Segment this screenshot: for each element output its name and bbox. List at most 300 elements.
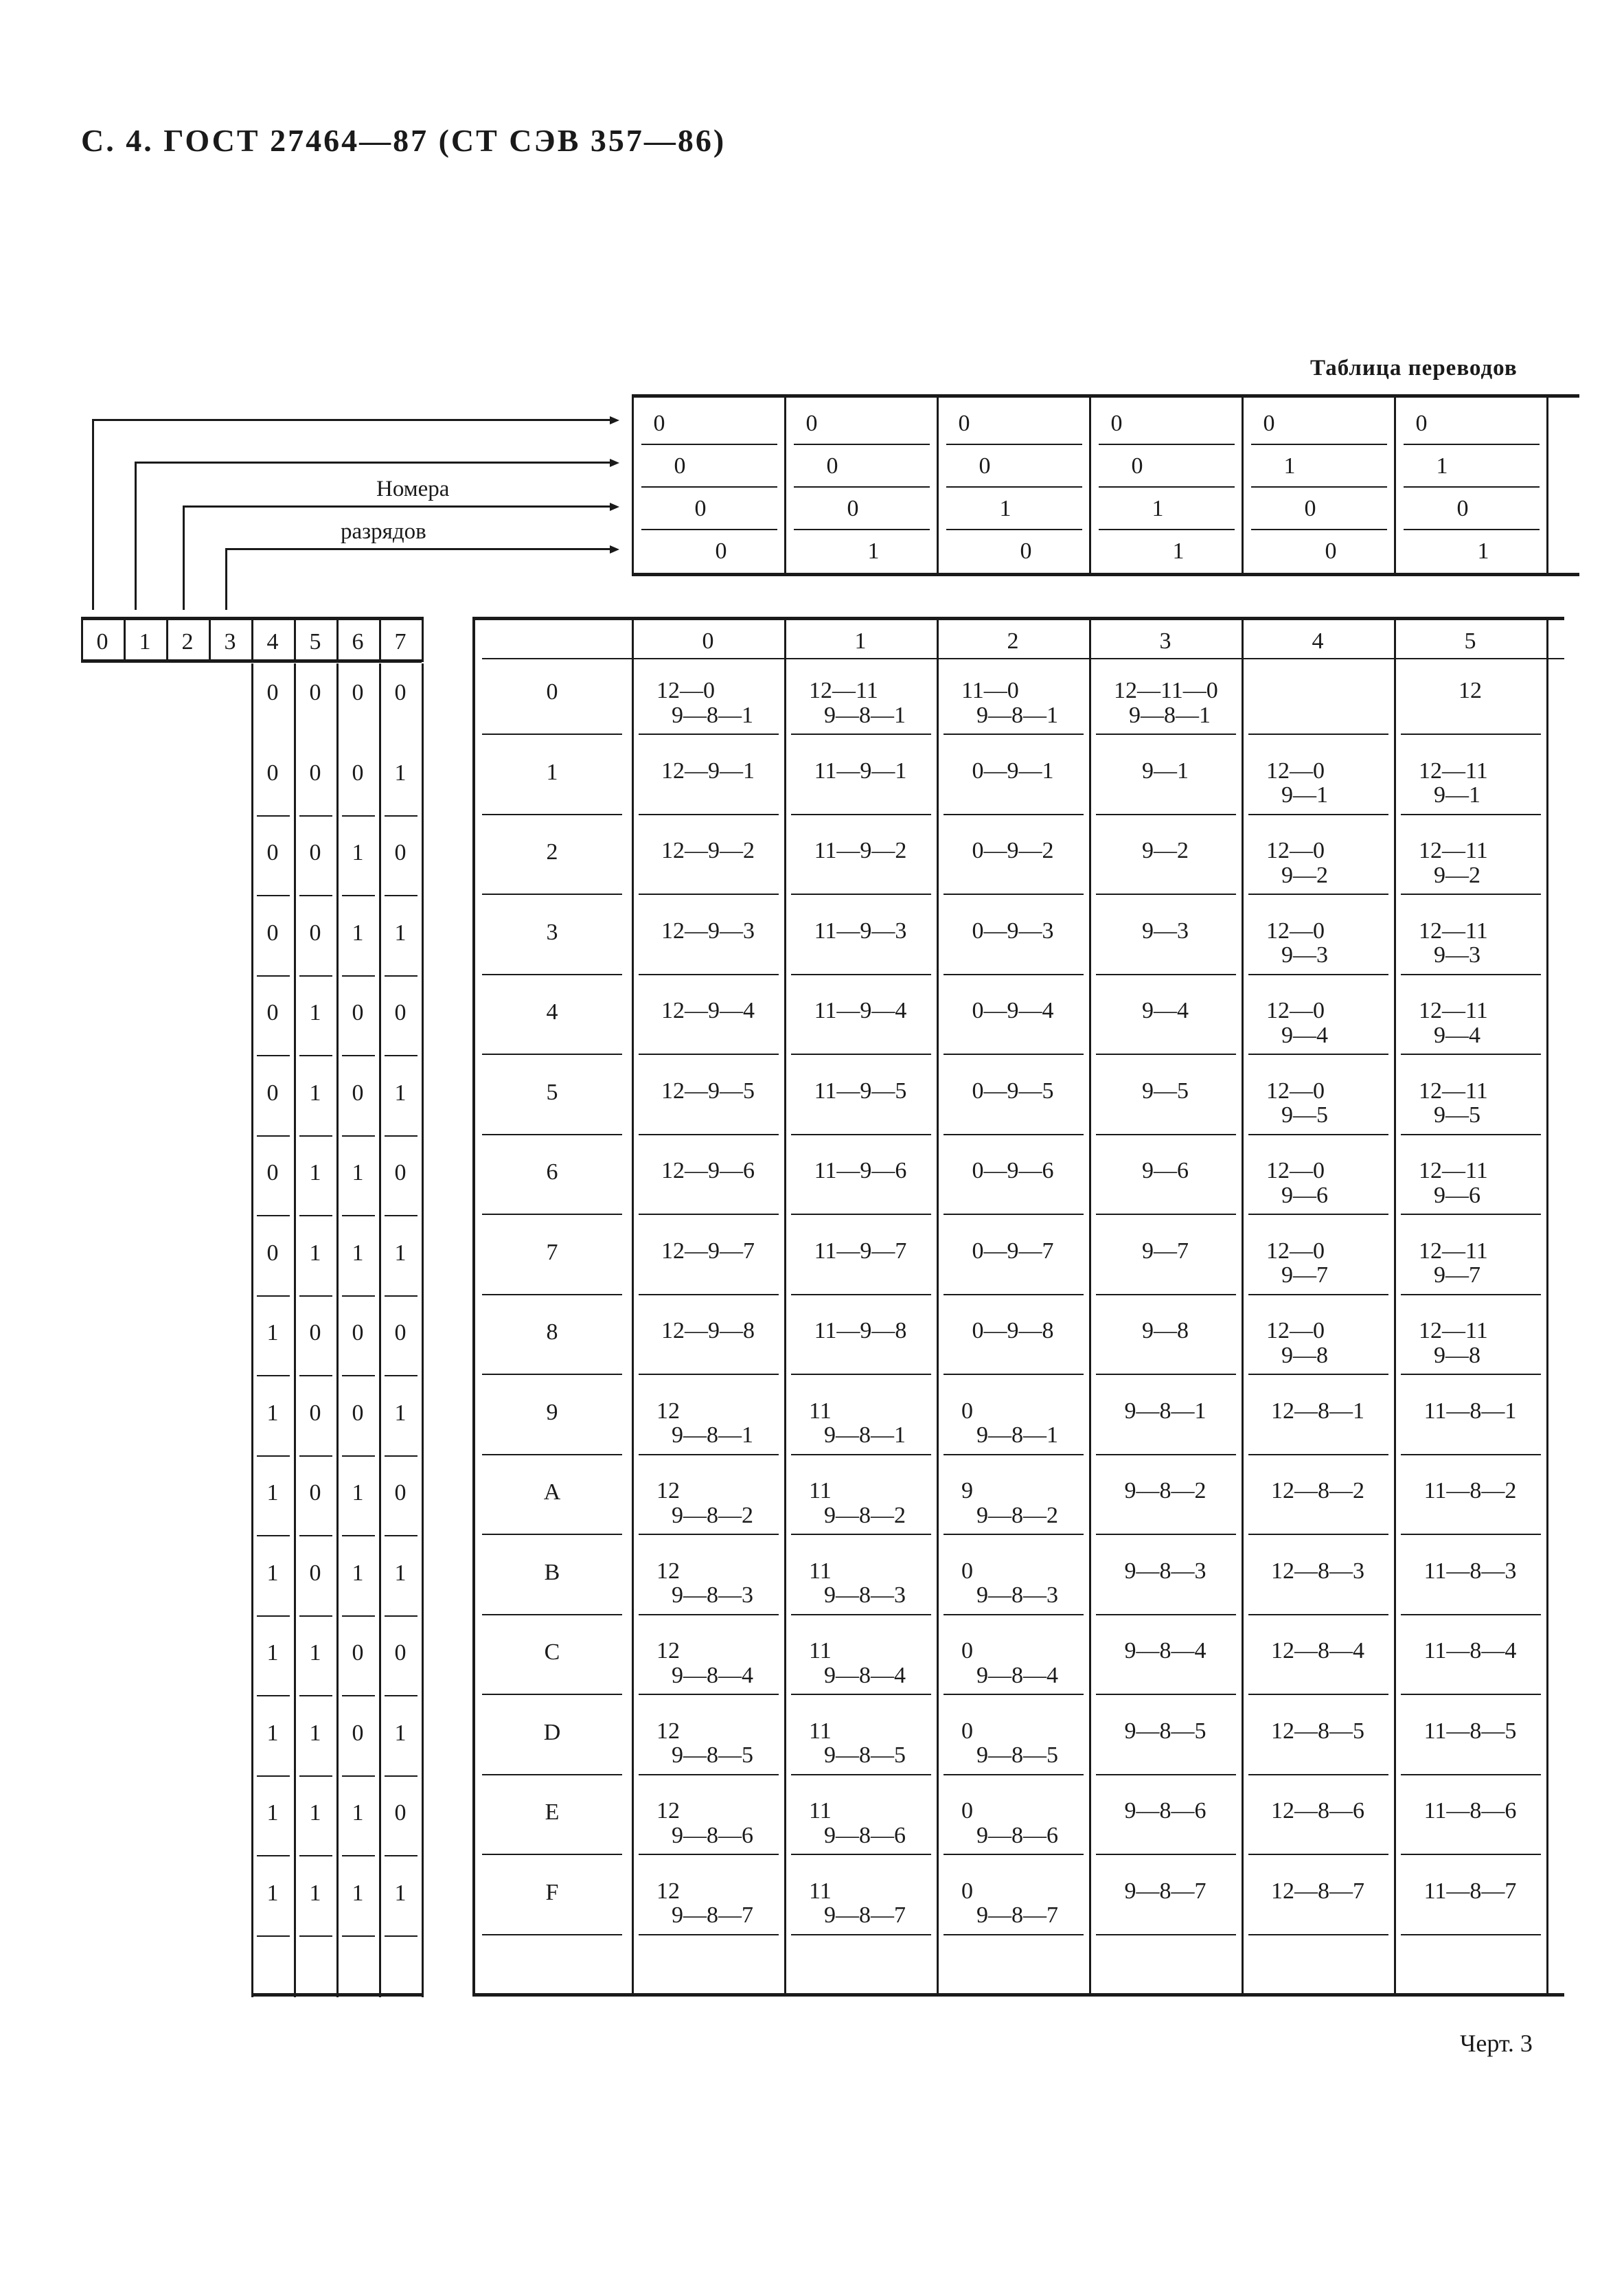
punch-code-line2: 9—8—3: [976, 1582, 1058, 1609]
low-bits-grid: [81, 617, 422, 1997]
punch-code-cell: [632, 1159, 784, 1183]
punch-code-line1: 9—8—2: [1124, 1478, 1206, 1503]
punch-code-cell: [1242, 1399, 1394, 1424]
low-bit-value: 1: [394, 920, 407, 946]
punch-code-cell: [1089, 1479, 1242, 1503]
punch-code-line1: 12—8—6: [1271, 1798, 1364, 1823]
low-bit-value: 0: [352, 1400, 364, 1426]
punch-code-cell: [1242, 1719, 1394, 1744]
bit-number-header: 0: [96, 629, 108, 655]
low-bit-value: 0: [309, 1480, 321, 1505]
punch-code-line2: 9—8—6: [672, 1822, 753, 1848]
punch-code-line1: 12—11: [1419, 998, 1488, 1023]
punch-code-line1: 11: [809, 1638, 832, 1663]
low-bit-value: 1: [394, 760, 407, 786]
punch-code-line1: 11—9—5: [814, 1078, 907, 1104]
main-row-rule: [482, 1614, 622, 1615]
punch-code-cell: [1394, 1399, 1546, 1424]
punch-code-line1: 11—9—6: [814, 1158, 907, 1183]
main-row-rule: [639, 1774, 779, 1775]
punch-code-cell: [1419, 1319, 1488, 1367]
main-row-rule: [791, 1134, 931, 1135]
punch-code-cell: [784, 999, 937, 1023]
main-row-rule: [791, 1934, 931, 1935]
punch-code-line1: 0—9—6: [972, 1158, 1054, 1183]
punch-code-cell: [809, 1719, 906, 1768]
left-body-row-rule: [342, 975, 375, 977]
punch-code-line1: 0: [961, 1878, 973, 1904]
punch-code-line1: 11—8—4: [1423, 1638, 1517, 1663]
arrow-right-icon: [610, 503, 619, 511]
main-bottom-rule: [472, 1993, 1564, 1997]
row-header: 4: [546, 999, 558, 1025]
main-row-rule: [1096, 1294, 1236, 1295]
main-row-rule: [1401, 1614, 1541, 1615]
main-row-rule: [791, 1054, 931, 1055]
bit-number-bracket: [0, 0, 1, 1]
main-col-rule: [1242, 617, 1244, 1997]
punch-code-cell: [1089, 1319, 1242, 1343]
low-bit-value: 1: [309, 1000, 321, 1025]
low-bit-value: 0: [266, 1160, 279, 1185]
main-col-rule: [937, 617, 939, 1997]
punch-code-cell: [809, 1559, 906, 1608]
high-bit-value: 1: [867, 538, 880, 564]
left-body-row-rule: [342, 1535, 375, 1536]
punch-code-line1: 0: [961, 1398, 973, 1424]
punch-code-cell: [784, 839, 937, 863]
punch-code-line1: 0—9—8: [972, 1318, 1054, 1343]
row-header: F: [545, 1879, 559, 1905]
punch-code-line1: 12—11—0: [1114, 678, 1218, 703]
bit-number-header: 7: [394, 629, 407, 655]
left-body-row-rule: [257, 895, 290, 896]
punch-code-cell: [1242, 1639, 1394, 1663]
punch-code-cell: [1266, 1159, 1328, 1207]
punch-code-line1: 12—8—7: [1271, 1878, 1364, 1904]
punch-code-cell: [809, 1639, 906, 1687]
main-row-rule: [639, 974, 779, 975]
left-body-row-rule: [299, 1295, 332, 1297]
punch-code-line1: 12—0: [656, 678, 715, 703]
punch-code-line2: 9—5: [1281, 1102, 1328, 1128]
punch-code-line2: 9—8—1: [976, 702, 1058, 728]
punch-code-line1: 12: [656, 1798, 680, 1823]
main-col-rule: [784, 617, 786, 1997]
punch-code-line1: 11—8—6: [1423, 1798, 1517, 1823]
punch-code-line1: 12—9—7: [661, 1238, 755, 1264]
punch-code-line2: 9—3: [1434, 942, 1480, 968]
main-row-rule: [1096, 1854, 1236, 1855]
punch-code-line1: 0—9—7: [972, 1238, 1054, 1264]
main-row-rule: [943, 1694, 1084, 1695]
punch-code-cell: [1394, 1799, 1546, 1823]
punch-code-line1: 9—1: [1142, 758, 1189, 784]
main-row-rule: [1248, 1374, 1388, 1375]
row-header: A: [543, 1479, 561, 1505]
low-bit-value: 0: [266, 1240, 279, 1266]
low-bit-value: 0: [394, 1000, 407, 1025]
low-bit-value: 1: [394, 1080, 407, 1106]
high-bit-value: 0: [653, 411, 665, 436]
left-header-col-rule: [422, 617, 424, 662]
low-bit-value: 0: [352, 680, 364, 705]
main-row-rule: [482, 1694, 622, 1695]
left-body-row-rule: [257, 1935, 290, 1937]
main-row-rule: [1248, 1694, 1388, 1695]
top-grid-col-rule: [1089, 394, 1091, 576]
low-bit-value: 1: [309, 1080, 321, 1106]
punch-code-line1: 0—9—3: [972, 918, 1054, 944]
punch-code-line2: 9—8—4: [672, 1662, 753, 1688]
low-bit-value: 0: [352, 1640, 364, 1666]
main-row-rule: [943, 734, 1084, 735]
high-bit-value: 1: [1152, 496, 1164, 521]
main-row-rule: [1096, 1214, 1236, 1215]
high-bit-value: 0: [674, 453, 686, 479]
bit-number-header: 2: [181, 629, 194, 655]
punch-code-cell: [1419, 759, 1488, 808]
punch-code-line1: 12—0: [1266, 1318, 1325, 1343]
bit-number-header: 1: [139, 629, 151, 655]
main-row-rule: [791, 1374, 931, 1375]
punch-code-cell: [1089, 919, 1242, 944]
top-grid-row-rule: [794, 444, 930, 445]
punch-code-cell: [1419, 1079, 1488, 1128]
main-row-rule: [1096, 1054, 1236, 1055]
main-row-rule: [1096, 974, 1236, 975]
main-row-rule: [639, 1934, 779, 1935]
top-grid-row-rule: [1099, 486, 1235, 488]
top-grid-row-rule: [641, 529, 777, 530]
punch-code-cell: [656, 1799, 753, 1848]
punch-code-line1: 12—9—5: [661, 1078, 755, 1104]
punch-code-line1: 11—9—4: [814, 998, 907, 1023]
bit-number-header: 6: [352, 629, 364, 655]
punch-code-line1: 0—9—2: [972, 838, 1054, 863]
punch-code-cell: [961, 679, 1058, 727]
translation-table: [472, 617, 1564, 1997]
high-bit-value: 0: [1325, 538, 1337, 564]
main-row-rule: [482, 1054, 622, 1055]
punch-code-cell: [937, 839, 1089, 863]
punch-code-cell: [1394, 1479, 1546, 1503]
bit-number-header: 4: [266, 629, 279, 655]
punch-code-cell: [1089, 999, 1242, 1023]
punch-code-line2: 9—8—7: [824, 1902, 906, 1929]
punch-code-cell: [809, 679, 906, 727]
left-body-row-rule: [342, 1375, 375, 1376]
main-row-rule: [482, 734, 622, 735]
top-grid-row-rule: [1404, 444, 1540, 445]
left-body-row-rule: [299, 1055, 332, 1056]
main-row-rule: [639, 1134, 779, 1135]
main-row-rule: [482, 1534, 622, 1535]
punch-code-cell: [656, 1639, 753, 1687]
row-header: D: [543, 1719, 561, 1745]
punch-code-cell: [1242, 1879, 1394, 1904]
punch-code-line1: 12: [1459, 678, 1482, 703]
main-row-rule: [482, 1374, 622, 1375]
main-row-rule: [639, 1374, 779, 1375]
punch-code-cell: [961, 1559, 1058, 1608]
main-row-rule: [791, 1614, 931, 1615]
punch-code-line1: 12—8—2: [1271, 1478, 1364, 1503]
main-row-rule: [1248, 734, 1388, 735]
main-row-rule: [1401, 1534, 1541, 1535]
left-body-row-rule: [385, 895, 418, 896]
punch-code-cell: [1266, 759, 1328, 808]
main-row-rule: [482, 814, 622, 815]
punch-code-cell: [1089, 1799, 1242, 1823]
bracket-horizontal: [135, 462, 610, 464]
punch-code-line1: 12—0: [1266, 1238, 1325, 1264]
main-row-rule: [482, 1134, 622, 1135]
low-bit-value: 1: [266, 1480, 279, 1505]
left-body-col-rule: [294, 663, 296, 1997]
main-row-rule: [1248, 974, 1388, 975]
punch-code-line1: 9—8: [1142, 1318, 1189, 1343]
punch-code-cell: [961, 1639, 1058, 1687]
punch-code-line1: 12—0: [1266, 838, 1325, 863]
punch-code-line1: 11—8—1: [1423, 1398, 1517, 1424]
punch-code-cell: [1266, 919, 1328, 968]
punch-code-line1: 0—9—1: [972, 758, 1054, 784]
left-body-row-rule: [299, 1615, 332, 1617]
punch-code-line1: 0—9—5: [972, 1078, 1054, 1104]
main-row-rule: [1401, 1694, 1541, 1695]
punch-code-cell: [784, 1159, 937, 1183]
high-bit-value: 1: [1283, 453, 1296, 479]
punch-code-line1: 11—0: [961, 678, 1019, 703]
punch-code-line2: 9—8: [1281, 1342, 1328, 1368]
low-bit-value: 1: [266, 1560, 279, 1586]
left-body-col-rule: [379, 663, 381, 1997]
left-body-row-rule: [385, 815, 418, 817]
low-bit-value: 1: [309, 1640, 321, 1666]
low-bit-value: 1: [352, 1560, 364, 1586]
left-body-row-rule: [385, 975, 418, 977]
main-row-rule: [943, 814, 1084, 815]
punch-code-line1: 0: [961, 1558, 973, 1584]
punch-code-line1: 9—8—7: [1124, 1878, 1206, 1904]
punch-code-line1: 9—2: [1142, 838, 1189, 863]
punch-code-cell: [937, 919, 1089, 944]
low-bit-value: 0: [266, 1080, 279, 1106]
punch-code-line1: 12—11: [1419, 1238, 1488, 1264]
punch-code-line2: 9—1: [1434, 782, 1480, 808]
main-row-rule: [1248, 1934, 1388, 1935]
punch-code-cell: [961, 1399, 1058, 1448]
punch-code-line2: 9—8—6: [824, 1822, 906, 1848]
punch-code-line1: 9—8—4: [1124, 1638, 1206, 1663]
punch-code-line1: 9—8—5: [1124, 1718, 1206, 1744]
main-row-rule: [943, 1614, 1084, 1615]
main-row-rule: [791, 1694, 931, 1695]
punch-code-cell: [1089, 1079, 1242, 1104]
punch-code-line2: 9—8—7: [976, 1902, 1058, 1929]
top-grid-col-rule: [784, 394, 786, 576]
main-row-rule: [1401, 1854, 1541, 1855]
main-row-rule: [1248, 1534, 1388, 1535]
left-body-row-rule: [385, 1295, 418, 1297]
left-body-row-rule: [385, 1215, 418, 1216]
punch-code-line1: 12—8—1: [1271, 1398, 1364, 1424]
low-bit-value: 1: [309, 1240, 321, 1266]
main-row-rule: [1248, 1214, 1388, 1215]
left-body-row-rule: [299, 1935, 332, 1937]
punch-code-cell: [1089, 1719, 1242, 1744]
main-row-rule: [1401, 1134, 1541, 1135]
main-row-rule: [791, 734, 931, 735]
top-grid-row-rule: [641, 486, 777, 488]
top-grid-row-rule: [946, 529, 1082, 530]
left-body-row-rule: [257, 1615, 290, 1617]
bits-label-line2: разрядов: [341, 519, 426, 544]
punch-code-line1: 12—8—5: [1271, 1718, 1364, 1744]
left-header-col-rule: [251, 617, 253, 662]
punch-code-cell: [784, 1319, 937, 1343]
top-grid-row-rule: [946, 486, 1082, 488]
left-body-row-rule: [385, 1455, 418, 1457]
high-bit-value: 0: [805, 411, 818, 436]
main-row-rule: [1401, 734, 1541, 735]
main-row-rule: [639, 1294, 779, 1295]
left-body-row-rule: [257, 1135, 290, 1137]
main-row-rule: [943, 1134, 1084, 1135]
bracket-horizontal: [225, 548, 610, 550]
main-row-rule: [482, 1854, 622, 1855]
main-row-rule: [1248, 814, 1388, 815]
punch-code-line1: 12: [656, 1478, 680, 1503]
main-row-rule: [1401, 1214, 1541, 1215]
punch-code-line2: 9—8—3: [672, 1582, 753, 1609]
punch-code-cell: [937, 999, 1089, 1023]
top-grid-col-rule: [1242, 394, 1244, 576]
punch-code-cell: [937, 1079, 1089, 1104]
main-top-rule: [472, 617, 1564, 620]
top-grid-bottom-rule: [632, 573, 1579, 576]
punch-code-line1: 12—0: [1266, 1158, 1325, 1183]
punch-code-line1: 11—8—7: [1423, 1878, 1517, 1904]
row-header: 0: [546, 679, 558, 705]
main-rowhead-rule: [632, 617, 634, 1997]
punch-code-cell: [656, 679, 753, 727]
left-body-row-rule: [385, 1535, 418, 1536]
main-row-rule: [639, 814, 779, 815]
row-header: 2: [546, 839, 558, 865]
punch-code-cell: [656, 1559, 753, 1608]
punch-code-line1: 11: [809, 1718, 832, 1744]
top-grid-row-rule: [1404, 486, 1540, 488]
bit-number-header: 5: [309, 629, 321, 655]
low-bit-value: 0: [352, 1320, 364, 1345]
punch-code-line1: 11: [809, 1798, 832, 1823]
main-row-rule: [1096, 1614, 1236, 1615]
high-bit-value: 0: [1263, 411, 1275, 436]
column-header: 5: [1464, 628, 1476, 654]
punch-code-cell: [1242, 1799, 1394, 1823]
punch-code-line2: 9—2: [1434, 862, 1480, 888]
row-header: 6: [546, 1159, 558, 1185]
main-row-rule: [1248, 1294, 1388, 1295]
punch-code-cell: [1394, 1559, 1546, 1584]
punch-code-line1: 11: [809, 1478, 832, 1503]
arrow-right-icon: [610, 416, 619, 424]
punch-code-line2: 9—8—4: [824, 1662, 906, 1688]
main-row-rule: [1096, 1454, 1236, 1455]
low-bit-value: 1: [394, 1720, 407, 1746]
top-grid-row-rule: [641, 444, 777, 445]
main-row-rule: [791, 814, 931, 815]
main-row-rule: [1401, 974, 1541, 975]
punch-code-line2: 9—3: [1281, 942, 1328, 968]
low-bit-value: 0: [394, 680, 407, 705]
high-bit-value: 0: [694, 496, 707, 521]
punch-code-cell: [1089, 1879, 1242, 1904]
punch-code-cell: [784, 919, 937, 944]
punch-code-line2: 9—8—2: [672, 1502, 753, 1528]
low-bit-value: 0: [309, 1400, 321, 1426]
main-row-rule: [639, 1454, 779, 1455]
bracket-vertical: [183, 505, 185, 610]
punch-code-cell: [809, 1799, 906, 1848]
main-row-rule: [791, 974, 931, 975]
low-bit-value: 1: [309, 1160, 321, 1185]
low-bit-value: 1: [352, 1880, 364, 1906]
left-body-row-rule: [257, 1055, 290, 1056]
left-body-row-rule: [299, 1215, 332, 1216]
main-row-rule: [943, 1054, 1084, 1055]
punch-code-line2: 9—8—5: [824, 1742, 906, 1769]
punch-code-line1: 12: [656, 1638, 680, 1663]
punch-code-line2: 9—4: [1281, 1022, 1328, 1048]
column-header: 3: [1159, 628, 1171, 654]
main-row-rule: [482, 1454, 622, 1455]
punch-code-line1: 12: [656, 1398, 680, 1424]
low-bit-value: 0: [309, 920, 321, 946]
punch-code-line1: 12—8—4: [1271, 1638, 1364, 1663]
punch-code-cell: [1394, 1879, 1546, 1904]
left-body-row-rule: [342, 1295, 375, 1297]
punch-code-cell: [1266, 1319, 1328, 1367]
punch-code-line1: 12—0: [1266, 918, 1325, 944]
left-body-row-rule: [257, 975, 290, 977]
punch-code-line2: 9—8: [1434, 1342, 1480, 1368]
high-bit-value: 1: [999, 496, 1011, 521]
main-row-rule: [1248, 1854, 1388, 1855]
high-bit-value: 0: [1456, 496, 1469, 521]
left-body-row-rule: [257, 1695, 290, 1696]
main-row-rule: [482, 974, 622, 975]
punch-code-cell: [1394, 1719, 1546, 1744]
main-row-rule: [1248, 1054, 1388, 1055]
left-body-row-rule: [299, 1375, 332, 1376]
low-bit-value: 0: [394, 1160, 407, 1185]
punch-code-cell: [1089, 1239, 1242, 1264]
left-header-col-rule: [124, 617, 126, 662]
punch-code-cell: [656, 1479, 753, 1527]
punch-code-line2: 9—7: [1281, 1262, 1328, 1288]
punch-code-cell: [1394, 1639, 1546, 1663]
high-bit-value: 0: [847, 496, 859, 521]
top-grid-row-rule: [1099, 444, 1235, 445]
high-bit-value: 0: [826, 453, 838, 479]
punch-code-line1: 0: [961, 1638, 973, 1663]
punch-code-line2: 9—8—5: [672, 1742, 753, 1769]
main-row-rule: [639, 894, 779, 895]
top-grid-top-rule: [632, 394, 1579, 398]
